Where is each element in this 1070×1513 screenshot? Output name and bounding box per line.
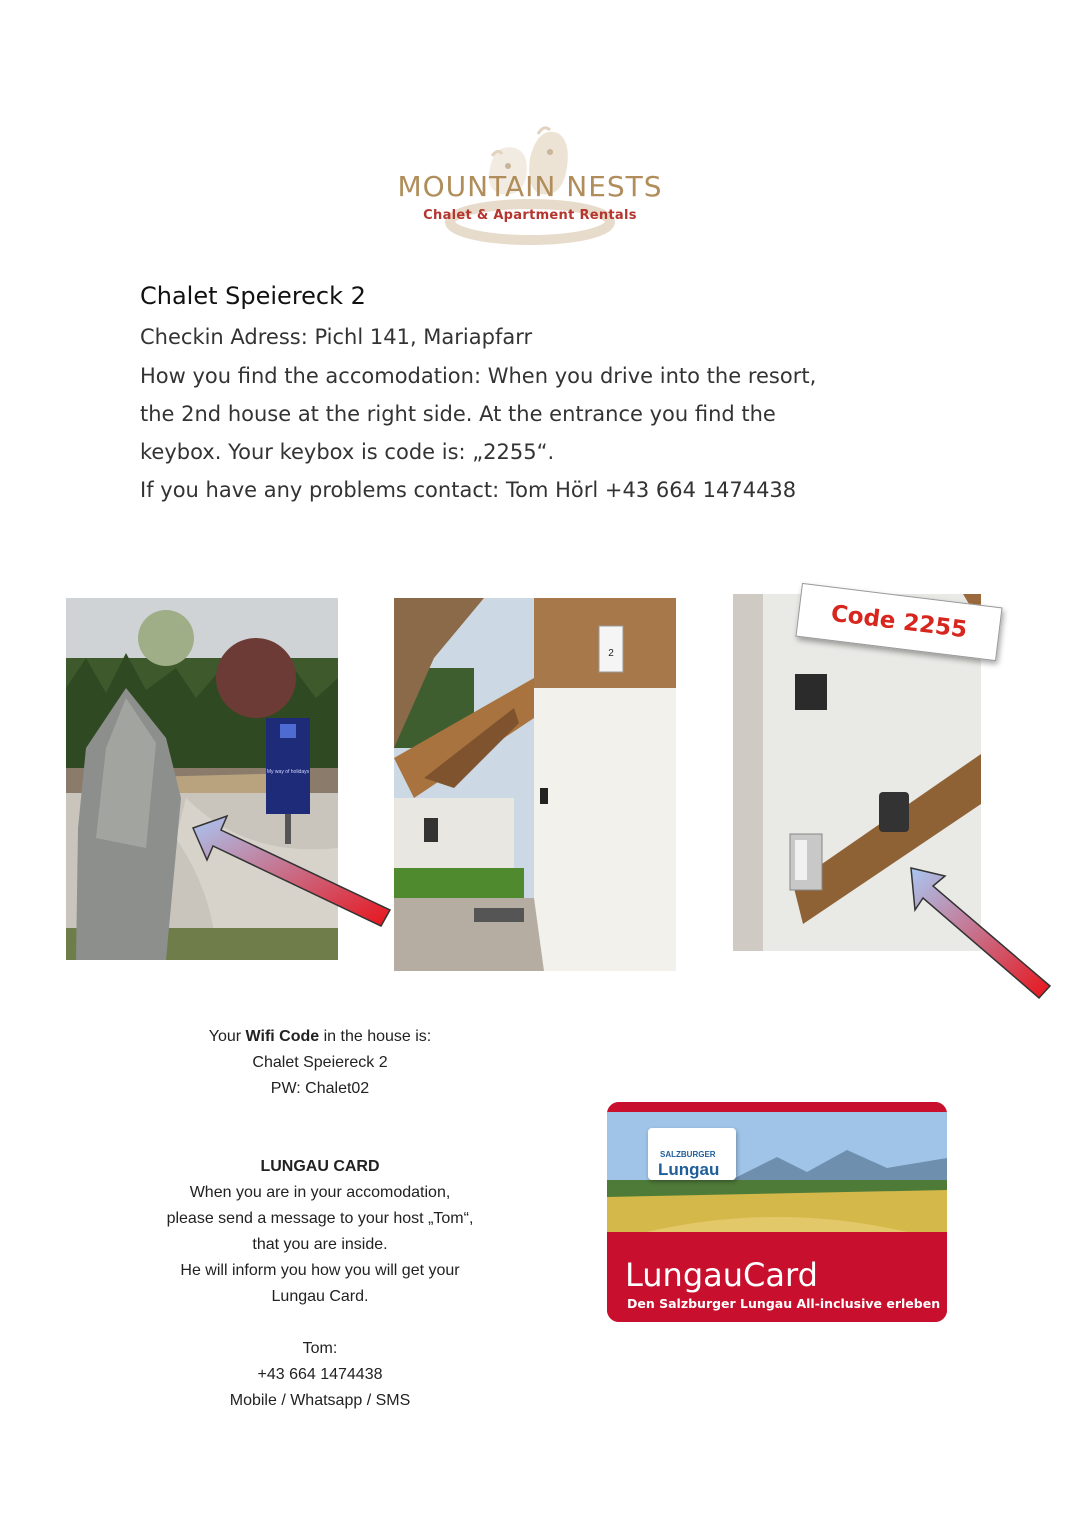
lungau-heading: LUNGAU CARD <box>260 1158 380 1175</box>
contact-name: Tom: <box>302 1340 338 1357</box>
lungau-card-title: LungauCard <box>625 1256 818 1294</box>
lungau-line-4: He will inform you how you will get your <box>180 1262 460 1279</box>
arrow-1-icon <box>185 808 395 928</box>
wifi-password: PW: Chalet02 <box>270 1080 370 1097</box>
lungau-line-1: When you are in your accomodation, <box>189 1184 451 1201</box>
wifi-network: Chalet Speiereck 2 <box>252 1054 388 1071</box>
keybox-code-label: Code 2255 <box>795 583 1002 661</box>
page-title: Chalet Speiereck 2 <box>140 282 366 310</box>
photo-chalet-entrance <box>394 598 676 971</box>
directions-line-1: How you find the accomodation: When you drive into the resort, <box>140 364 817 388</box>
lungau-badge-small: SALZBURGER <box>660 1150 716 1159</box>
keybox-code-line: keybox. Your keybox is code is: „2255“. <box>140 440 555 464</box>
contact-channels: Mobile / Whatsapp / SMS <box>229 1392 411 1409</box>
lungau-line-3: that you are inside. <box>252 1236 388 1253</box>
lungau-line-2: please send a message to your host „Tom“, <box>166 1210 474 1227</box>
contact-phone: +43 664 1474438 <box>257 1366 383 1383</box>
directions-line-2: the 2nd house at the right side. At the entrance you find the <box>140 402 776 426</box>
house-number: 2 <box>608 648 614 659</box>
contact-line: If you have any problems contact: Tom Hörl +43 664 1474438 <box>140 478 797 502</box>
logo-brand: MOUNTAIN NESTS <box>397 170 663 203</box>
lungau-card-subtitle: Den Salzburger Lungau All-inclusive erleben <box>627 1296 941 1311</box>
checkin-address: Checkin Adress: Pichl 141, Mariapfarr <box>140 325 533 349</box>
lungau-badge-big: Lungau <box>658 1160 720 1179</box>
wifi-intro: Your Wifi Code in the house is: <box>208 1028 432 1045</box>
arrow-3-icon <box>905 862 1055 1002</box>
lungau-line-5: Lungau Card. <box>271 1288 369 1305</box>
sign-text: My way of holidays <box>266 769 310 775</box>
logo-tagline: Chalet & Apartment Rentals <box>423 208 637 223</box>
